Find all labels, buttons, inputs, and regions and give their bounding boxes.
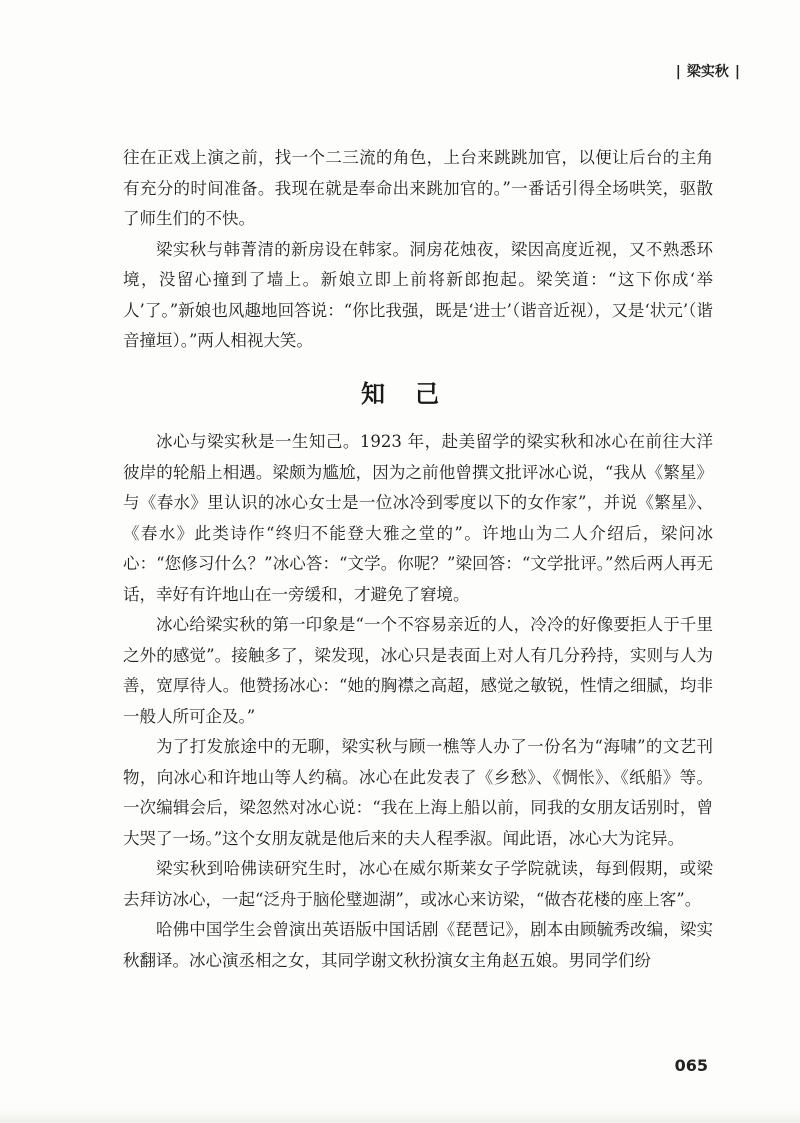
- paragraph: 哈佛中国学生会曾演出英语版中国话剧《琵琶记》，剧本由顾毓秀改编，梁实秋翻译。冰心演丞相之女，其同学谢文秋扮演女主角赵五娘。男同学们纷: [123, 920, 713, 970]
- text-block-top: [123, 143, 713, 357]
- paragraph: 冰心给梁实秋的第一印象是“一个不容易亲近的人，冷冷的好像要拒人于千里之外的感觉”。接触多了，梁发现，冰心只是表面上对人有几分矜持，实则与人为善，宽厚待人。他赞扬冰心：“她的胸襟之高超，感觉之敏锐，性情之细腻，均非一般人所可企及。”: [123, 615, 713, 726]
- paragraph: 冰心与梁实秋是一生知己。1923 年，赴美留学的梁实秋和冰心在前往大洋彼岸的轮船上相遇。梁颇为尴尬，因为之前他曾撰文批评冰心说，“我从《繁星》与《春水》里认识的冰心女士是一位冰冷到零度以下的女作家”，并说《繁星》、《春水》此类诗作“终归不能登大雅之堂的”。许地山为二人介绍后，梁问冰心：“您修习什么？”冰心答：“文学。你呢？”梁回答：“文学批评。”然后两人再无话，幸好有许地山在一旁缓和，才避免了窘境。: [123, 432, 713, 604]
- header-bar-right: |: [734, 64, 740, 80]
- paragraph: 往在正戏上演之前，找一个二三流的角色，上台来跳跳加官，以便让后台的主角有充分的时间准备。我现在就是奉命出来跳加官的。”一番话引得全场哄笑，驱散了师生们的不快。: [123, 148, 713, 228]
- paragraph: 梁实秋与韩菁清的新房设在韩家。洞房花烛夜，梁因高度近视，又不熟悉环境，没留心撞到了墙上。新娘立即上前将新郎抱起。梁笑道：“这下你成‘举人’了。”新娘也风趣地回答说：“你比我强，既是‘进士’（谐音近视），又是‘状元’（谐音撞垣）。”两人相视大笑。: [123, 239, 713, 350]
- page-number: 065: [674, 1056, 708, 1075]
- book-title: 梁实秋: [686, 64, 729, 80]
- text-block-main: [123, 427, 713, 976]
- paragraph: 为了打发旅途中的无聊，梁实秋与顾一樵等人办了一份名为“海啸”的文艺刊物，向冰心和许地山等人约稿。冰心在此发表了《乡愁》、《惆怅》、《纸船》等。一次编辑会后，梁忽然对冰心说：“我在上海上船以前，同我的女朋友话别时，曾大哭了一场。”这个女朋友就是他后来的夫人程季淑。闻此语，冰心大为诧异。: [123, 737, 713, 848]
- running-header: [670, 61, 746, 81]
- section-title: 知己: [361, 380, 469, 408]
- header-bar-left: |: [675, 64, 681, 80]
- paragraph: 梁实秋到哈佛读研究生时，冰心在威尔斯莱女子学院就读，每到假期，或梁去拜访冰心，一起“泛舟于脑伦璧迦湖”，或冰心来访梁，“做杏花楼的座上客”。: [123, 859, 713, 909]
- page-bottom-edge: [0, 1109, 800, 1123]
